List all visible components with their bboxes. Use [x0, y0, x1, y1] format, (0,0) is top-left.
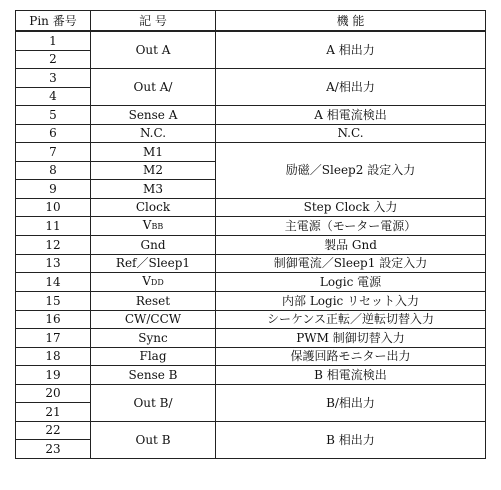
pin-number: 6 [16, 124, 91, 143]
pin-function: 内部 Logic リセット入力 [216, 292, 486, 311]
pin-number: 9 [16, 180, 91, 199]
pin-function: B/相出力 [216, 384, 486, 421]
symbol-base: V [142, 218, 152, 232]
pin-number: 15 [16, 292, 91, 311]
pin-number: 18 [16, 347, 91, 366]
table-row [16, 329, 486, 348]
header-pin-number: Pin 番号 [16, 11, 91, 32]
table-row [16, 124, 486, 143]
pin-symbol: Ref／Sleep1 [91, 254, 216, 273]
pin-function: PWM 制御切替入力 [216, 329, 486, 348]
symbol-subscript: BB [151, 222, 164, 231]
pin-number: 21 [16, 403, 91, 422]
pin-number: 11 [16, 217, 91, 236]
pin-symbol: CW/CCW [91, 310, 216, 329]
pin-function: B 相電流検出 [216, 366, 486, 385]
pin-symbol: Sense B [91, 366, 216, 385]
pin-function: 主電源（モーター電源） [216, 217, 486, 236]
symbol-base: V [142, 274, 151, 288]
pin-number: 17 [16, 329, 91, 348]
pin-symbol: Out B/ [91, 384, 216, 421]
pin-function: 製品 Gnd [216, 236, 486, 255]
pin-number: 4 [16, 87, 91, 106]
table-row [16, 421, 486, 440]
pin-number: 23 [16, 440, 91, 459]
pin-symbol: M3 [91, 180, 216, 199]
pin-number: 14 [16, 273, 91, 292]
table-row [16, 236, 486, 255]
pin-symbol: Gnd [91, 236, 216, 255]
pin-number: 22 [16, 421, 91, 440]
table-row [16, 31, 486, 50]
pin-symbol: Sync [91, 329, 216, 348]
table-row [16, 143, 486, 162]
pin-assignment-table [15, 10, 486, 459]
pin-symbol: Sense A [91, 106, 216, 125]
table-row [16, 384, 486, 403]
pin-symbol [91, 217, 216, 236]
table-row [16, 198, 486, 217]
pin-symbol: M2 [91, 161, 216, 180]
table-header-row [16, 11, 486, 32]
header-function: 機 能 [216, 11, 486, 32]
table-row [16, 217, 486, 236]
pin-function: シーケンス正転／逆転切替入力 [216, 310, 486, 329]
pin-symbol: M1 [91, 143, 216, 162]
table-row [16, 106, 486, 125]
pin-function: 励磁／Sleep2 設定入力 [216, 143, 486, 199]
pin-number: 10 [16, 198, 91, 217]
pin-number: 13 [16, 254, 91, 273]
table-row [16, 273, 486, 292]
pin-function: Step Clock 入力 [216, 198, 486, 217]
pin-number: 8 [16, 161, 91, 180]
pin-number: 1 [16, 31, 91, 50]
pin-function: 保護回路モニター出力 [216, 347, 486, 366]
symbol-subscript: DD [150, 278, 164, 287]
pin-function: Logic 電源 [216, 273, 486, 292]
pin-symbol: Out B [91, 421, 216, 458]
pin-symbol: N.C. [91, 124, 216, 143]
pin-function: A 相出力 [216, 31, 486, 69]
pin-symbol [91, 273, 216, 292]
table-row [16, 366, 486, 385]
table-row [16, 254, 486, 273]
table-row [16, 292, 486, 311]
pin-number: 5 [16, 106, 91, 125]
pin-number: 3 [16, 69, 91, 88]
pin-function: 制御電流／Sleep1 設定入力 [216, 254, 486, 273]
pin-function: A 相電流検出 [216, 106, 486, 125]
pin-function: B 相出力 [216, 421, 486, 458]
pin-number: 16 [16, 310, 91, 329]
table-row [16, 347, 486, 366]
pin-function: A/相出力 [216, 69, 486, 106]
pin-symbol: Out A/ [91, 69, 216, 106]
pin-number: 2 [16, 50, 91, 69]
pin-symbol: Out A [91, 31, 216, 69]
pin-number: 19 [16, 366, 91, 385]
header-symbol: 記 号 [91, 11, 216, 32]
pin-function: N.C. [216, 124, 486, 143]
pin-symbol: Flag [91, 347, 216, 366]
pin-symbol: Reset [91, 292, 216, 311]
pin-number: 20 [16, 384, 91, 403]
pin-number: 12 [16, 236, 91, 255]
pin-number: 7 [16, 143, 91, 162]
pin-symbol: Clock [91, 198, 216, 217]
table-row [16, 310, 486, 329]
table-row [16, 69, 486, 88]
pin-table-container [15, 10, 485, 459]
